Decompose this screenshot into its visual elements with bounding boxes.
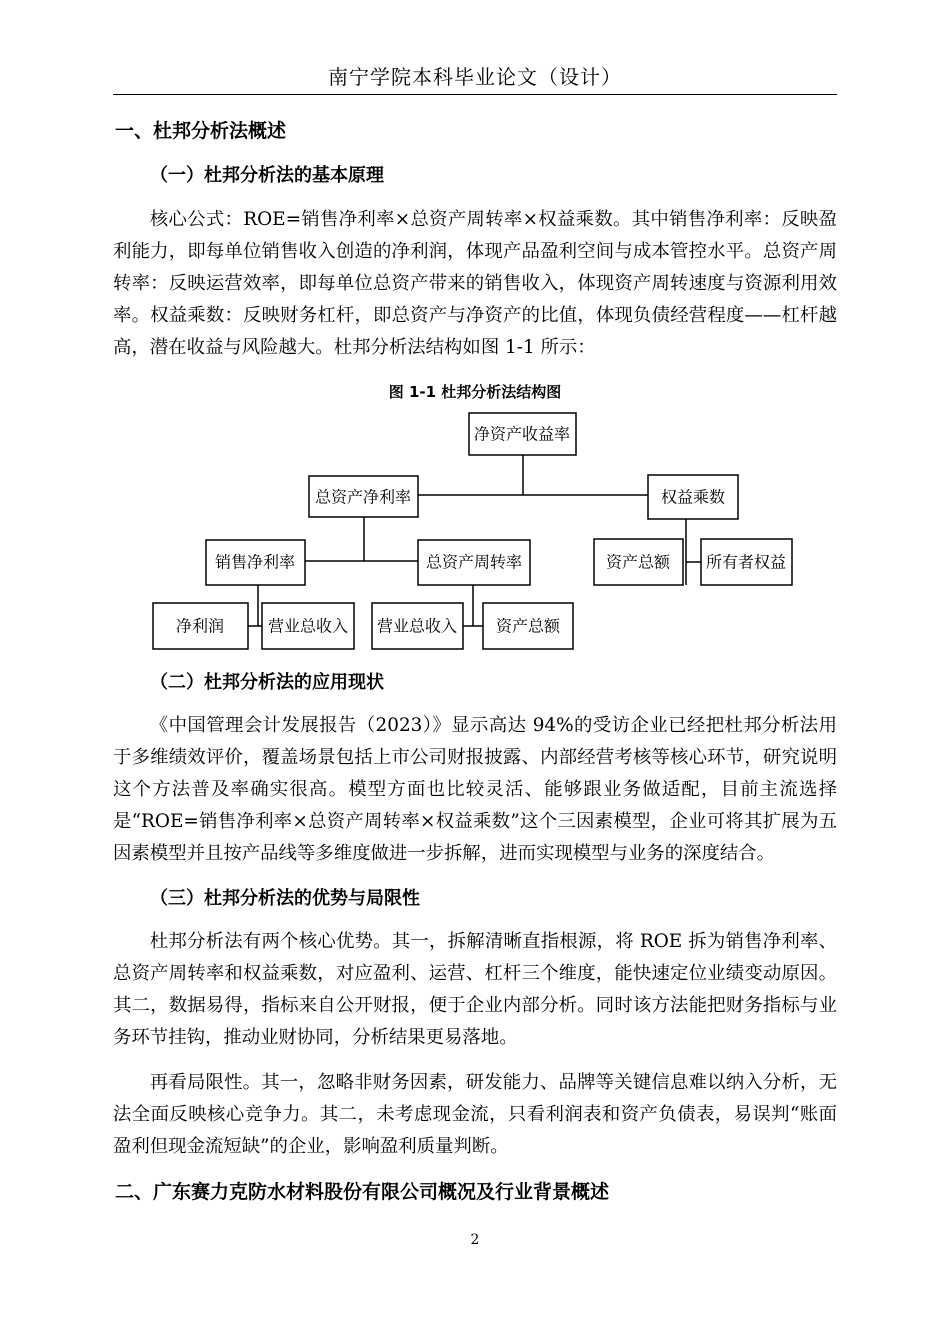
node-label-revenue-tat: 营业总收入 xyxy=(376,616,458,636)
node-label-revenue-npm: 营业总收入 xyxy=(267,616,349,636)
node-label-net-profit: 净利润 xyxy=(175,616,225,636)
node-label-owners-equity: 所有者权益 xyxy=(705,552,787,572)
subsection-title-1-2: （二）杜邦分析法的应用现状 xyxy=(150,672,384,693)
paragraph-application-status: 《中国管理会计发展报告（2023）》显示高达 94%的受访企业已经把杜邦分析法用于多维绩效评价，覆盖场景包括上市公司财报披露、内部经营考核等核心环节，研究说明这个方法普及率确实很高。模型方面也比较灵活、能够跟业务做适配，目前主流选择是“ROE=销售净利率×总资产周转率×权益乘数”这个三因素模型，企业可将其扩展为五因素模型并且按产品线等多维度做进一步拆解，进而实现模型与业务的深度结合。 xyxy=(113,715,837,864)
node-label-roa: 总资产净利率 xyxy=(314,487,412,507)
running-header: 南宁学院本科毕业论文（设计） xyxy=(328,65,622,89)
paragraph-advantages: 杜邦分析法有两个核心优势。其一，拆解清晰直指根源，将 ROE 拆为销售净利率、总资产周转率和权益乘数，对应盈利、运营、杠杆三个维度，能快速定位业绩变动原因。其二，数据易得，指标来自公开财报，便于企业内部分析。同时该方法能把财务指标与业务环节挂钩，推动业财协同，分析结果更易落地。 xyxy=(113,931,837,1048)
subsection-title-1-1: （一）杜邦分析法的基本原理 xyxy=(150,165,384,186)
node-label-em: 权益乘数 xyxy=(660,487,726,507)
node-label-tat: 总资产周转率 xyxy=(425,552,523,572)
paragraph-basic-principle: 核心公式：ROE=销售净利率×总资产周转率×权益乘数。其中销售净利率：反映盈利能力，即每单位销售收入创造的净利润，体现产品盈利空间与成本管控水平。总资产周转率：反映运营效率，即每单位总资产带来的销售收入，体现资产周转速度与资源利用效率。权益乘数：反映财务杠杆，即总资产与净资产的比值，体现负债经营程度——杠杆越高，潜在收益与风险越大。杜邦分析法结构如图 1-1 所示： xyxy=(113,209,837,358)
page-number: 2 xyxy=(470,1232,480,1248)
node-label-npm: 销售净利率 xyxy=(214,552,296,572)
node-label-total-assets-tat: 资产总额 xyxy=(495,616,561,636)
subsection-title-1-3: （三）杜邦分析法的优势与局限性 xyxy=(150,888,420,909)
section-title-2: 二、广东赛力克防水材料股份有限公司概况及行业背景概述 xyxy=(115,1181,610,1203)
figure-caption: 图 1-1 杜邦分析法结构图 xyxy=(388,383,562,401)
section-title-1: 一、杜邦分析法概述 xyxy=(115,120,287,142)
node-label-total-assets-em: 资产总额 xyxy=(605,552,671,572)
node-label-roe: 净资产收益率 xyxy=(473,424,571,444)
paragraph-limitations: 再看局限性。其一，忽略非财务因素，研发能力、品牌等关键信息难以纳入分析，无法全面反映核心竞争力。其二，未考虑现金流，只看利润表和资产负债表，易误判“账面盈利但现金流短缺”的企业，影响盈利质量判断。 xyxy=(113,1072,837,1157)
